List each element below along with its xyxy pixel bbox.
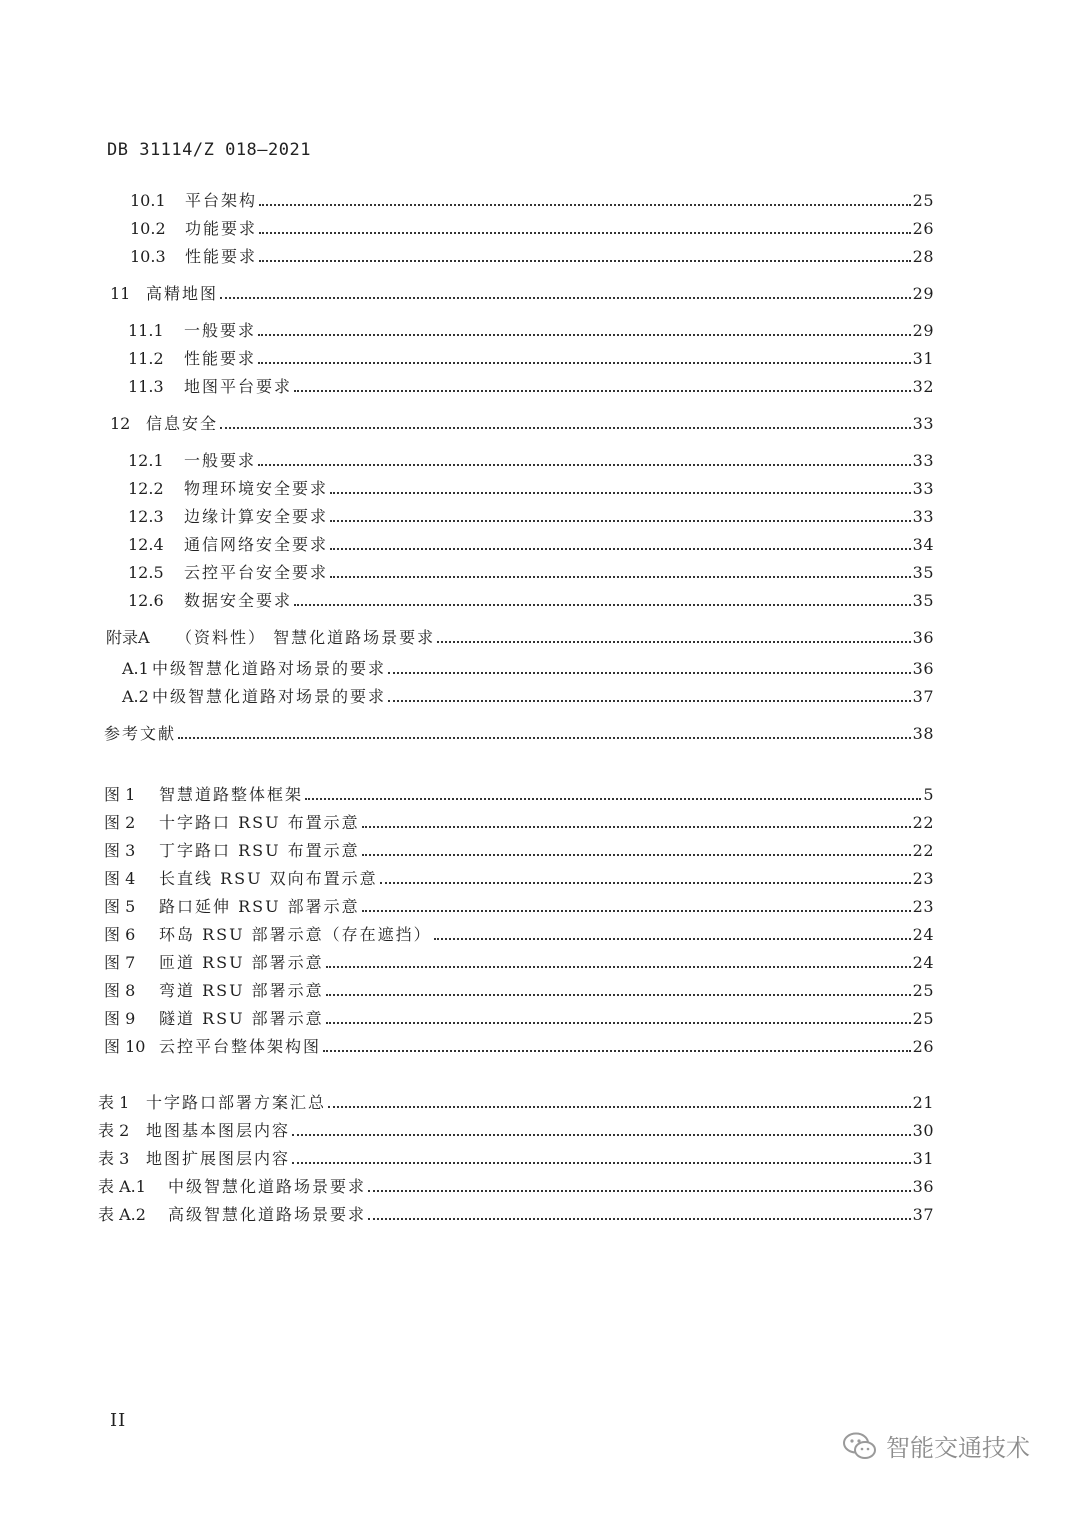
entry-page: 22: [912, 813, 934, 832]
figure-entry[interactable]: [104, 1001, 934, 1029]
dot-leader: [326, 993, 911, 996]
dot-leader: [220, 426, 911, 429]
dot-leader: [330, 491, 911, 494]
toc-entry[interactable]: [104, 716, 934, 744]
toc-entry[interactable]: [128, 583, 934, 611]
table-entry[interactable]: [98, 1113, 934, 1141]
entry-number: A.2: [122, 687, 149, 706]
table-entry[interactable]: [98, 1085, 934, 1113]
figure-entry[interactable]: [104, 1029, 934, 1057]
dot-leader: [368, 1189, 911, 1192]
entry-title: 十字路口部署方案汇总: [146, 1093, 327, 1112]
entry-number: 图 5: [104, 897, 136, 916]
dot-leader: [388, 699, 911, 702]
toc-entry[interactable]: [122, 651, 934, 679]
entry-page: 26: [912, 219, 934, 238]
entry-title: 地图平台要求: [184, 377, 293, 396]
figure-entry[interactable]: [104, 777, 934, 805]
entry-number: 11: [110, 284, 131, 303]
entry-page: 29: [912, 284, 934, 303]
entry-number: A.1: [122, 659, 149, 678]
entry-page: 35: [912, 563, 934, 582]
dot-leader: [292, 1161, 911, 1164]
entry-page: 33: [912, 414, 934, 433]
entry-title: 边缘计算安全要求: [184, 507, 329, 526]
dot-leader: [259, 259, 911, 262]
entry-title: 长直线 RSU 双向布置示意: [159, 869, 378, 888]
table-entry[interactable]: [98, 1169, 934, 1197]
entry-page: 35: [912, 591, 934, 610]
entry-number: 11.1: [128, 321, 164, 340]
entry-page: 32: [912, 377, 934, 396]
entry-title: 地图扩展图层内容: [146, 1149, 291, 1168]
entry-page: 36: [912, 628, 934, 647]
toc-entry[interactable]: [130, 183, 934, 211]
dot-leader: [294, 389, 911, 392]
toc-entry[interactable]: [110, 406, 934, 434]
entry-number: 10.2: [130, 219, 166, 238]
dot-leader: [434, 937, 911, 940]
entry-title: 物理环境安全要求: [184, 479, 329, 498]
dot-leader: [368, 1217, 911, 1220]
entry-page: 24: [912, 925, 934, 944]
entry-page: 38: [912, 724, 934, 743]
toc-entry[interactable]: [128, 313, 934, 341]
dot-leader: [326, 1021, 911, 1024]
entry-page: 22: [912, 841, 934, 860]
entry-page: 37: [912, 687, 934, 706]
entry-title: 中级智慧化道路场景要求: [168, 1177, 367, 1196]
entry-title: 参考文献: [104, 724, 177, 743]
entry-number: 11.2: [128, 349, 164, 368]
entry-page: 33: [912, 507, 934, 526]
entry-page: 25: [912, 191, 934, 210]
entry-number: 附录A: [106, 628, 150, 647]
dot-leader: [259, 203, 911, 206]
dot-leader: [294, 603, 911, 606]
entry-number: 表 A.2: [98, 1205, 146, 1224]
entry-number: 图 2: [104, 813, 136, 832]
entry-number: 12.3: [128, 507, 164, 526]
entry-number: 图 7: [104, 953, 136, 972]
entry-page: 26: [912, 1037, 934, 1056]
entry-title: 弯道 RSU 部署示意: [159, 981, 324, 1000]
entry-page: 25: [912, 981, 934, 1000]
table-entry[interactable]: [98, 1141, 934, 1169]
entry-title: 匝道 RSU 部署示意: [159, 953, 324, 972]
toc-entry[interactable]: [130, 239, 934, 267]
figure-entry[interactable]: [104, 805, 934, 833]
entry-title: 性能要求: [185, 247, 258, 266]
dot-leader: [330, 575, 911, 578]
entry-title: 十字路口 RSU 布置示意: [159, 813, 360, 832]
dot-leader: [362, 853, 911, 856]
toc-entry[interactable]: [128, 527, 934, 555]
entry-page: 24: [912, 953, 934, 972]
dot-leader: [323, 1049, 911, 1052]
entry-page: 36: [912, 659, 934, 678]
toc-entry[interactable]: [122, 679, 934, 707]
entry-number: 表 3: [98, 1149, 130, 1168]
dot-leader: [326, 965, 911, 968]
entry-number: 表 2: [98, 1121, 130, 1140]
entry-page: 31: [912, 349, 934, 368]
entry-title: 隧道 RSU 部署示意: [159, 1009, 324, 1028]
toc-entry[interactable]: [110, 276, 934, 304]
entry-title: 云控平台安全要求: [184, 563, 329, 582]
entry-title: （资料性） 智慧化道路场景要求: [176, 628, 436, 647]
toc-entry[interactable]: [130, 211, 934, 239]
entry-title: 高级智慧化道路场景要求: [168, 1205, 367, 1224]
entry-title: 智慧道路整体框架: [159, 785, 304, 804]
entry-page: 36: [912, 1177, 934, 1196]
dot-leader: [330, 519, 911, 522]
dot-leader: [292, 1133, 911, 1136]
entry-number: 图 3: [104, 841, 136, 860]
document-number: DB 31114/Z 018—2021: [107, 140, 311, 160]
entry-number: 图 6: [104, 925, 136, 944]
entry-title: 地图基本图层内容: [146, 1121, 291, 1140]
dot-leader: [258, 361, 911, 364]
entry-title: 高精地图: [146, 284, 219, 303]
entry-number: 表 1: [98, 1093, 130, 1112]
entry-title: 一般要求: [184, 321, 257, 340]
entry-number: 11.3: [128, 377, 164, 396]
entry-page: 23: [912, 869, 934, 888]
entry-page: 21: [912, 1093, 934, 1112]
toc-entry[interactable]: [106, 620, 934, 648]
dot-leader: [328, 1105, 911, 1108]
wechat-icon: [842, 1431, 878, 1461]
entry-title: 性能要求: [184, 349, 257, 368]
entry-title: 云控平台整体架构图: [159, 1037, 322, 1056]
entry-title: 一般要求: [184, 451, 257, 470]
figure-entry[interactable]: [104, 833, 934, 861]
entry-number: 图 8: [104, 981, 136, 1000]
dot-leader: [220, 296, 911, 299]
entry-page: 31: [912, 1149, 934, 1168]
entry-page: 33: [912, 479, 934, 498]
entry-title: 环岛 RSU 部署示意（存在遮挡）: [159, 925, 432, 944]
entry-number: 图 9: [104, 1009, 136, 1028]
entry-number: 12: [110, 414, 131, 433]
figure-entry[interactable]: [104, 861, 934, 889]
entry-number: 12.6: [128, 591, 164, 610]
figure-entry[interactable]: [104, 973, 934, 1001]
figure-entry[interactable]: [104, 945, 934, 973]
table-entry[interactable]: [98, 1197, 934, 1225]
entry-page: 29: [912, 321, 934, 340]
entry-title: 信息安全: [146, 414, 219, 433]
entry-page: 28: [912, 247, 934, 266]
dot-leader: [362, 909, 911, 912]
entry-page: 33: [912, 451, 934, 470]
entry-number: 图 1: [104, 785, 136, 804]
dot-leader: [305, 797, 921, 800]
entry-title: 功能要求: [185, 219, 258, 238]
dot-leader: [437, 640, 911, 643]
dot-leader: [330, 547, 911, 550]
entry-number: 表 A.1: [98, 1177, 146, 1196]
toc-entry[interactable]: [128, 369, 934, 397]
entry-page: 34: [912, 535, 934, 554]
entry-number: 10.1: [130, 191, 166, 210]
entry-page: 37: [912, 1205, 934, 1224]
entry-title: 路口延伸 RSU 部署示意: [159, 897, 360, 916]
dot-leader: [259, 231, 911, 234]
watermark: [842, 1428, 1030, 1463]
entry-page: 30: [912, 1121, 934, 1140]
entry-title: 丁字路口 RSU 布置示意: [159, 841, 360, 860]
figure-entry[interactable]: [104, 917, 934, 945]
entry-title: 中级智慧化道路对场景的要求: [152, 659, 387, 678]
entry-page: 5: [923, 785, 934, 804]
entry-number: 12.5: [128, 563, 164, 582]
entry-number: 12.4: [128, 535, 164, 554]
entry-title: 平台架构: [185, 191, 258, 210]
dot-leader: [258, 463, 911, 466]
dot-leader: [178, 736, 911, 739]
entry-number: 图 4: [104, 869, 136, 888]
watermark-text: 智能交通技术: [886, 1434, 1030, 1462]
entry-number: 12.1: [128, 451, 164, 470]
dot-leader: [258, 333, 911, 336]
toc-entry[interactable]: [128, 471, 934, 499]
toc-entry[interactable]: [128, 443, 934, 471]
toc-entry[interactable]: [128, 499, 934, 527]
toc-entry[interactable]: [128, 555, 934, 583]
entry-number: 图 10: [104, 1037, 146, 1056]
entry-number: 12.2: [128, 479, 164, 498]
entry-page: 23: [912, 897, 934, 916]
entry-title: 数据安全要求: [184, 591, 293, 610]
entry-title: 通信网络安全要求: [184, 535, 329, 554]
toc-entry[interactable]: [128, 341, 934, 369]
entry-number: 10.3: [130, 247, 166, 266]
page-number: II: [110, 1410, 127, 1431]
entry-title: 中级智慧化道路对场景的要求: [152, 687, 387, 706]
figure-entry[interactable]: [104, 889, 934, 917]
entry-page: 25: [912, 1009, 934, 1028]
dot-leader: [388, 671, 911, 674]
dot-leader: [380, 881, 911, 884]
dot-leader: [362, 825, 911, 828]
